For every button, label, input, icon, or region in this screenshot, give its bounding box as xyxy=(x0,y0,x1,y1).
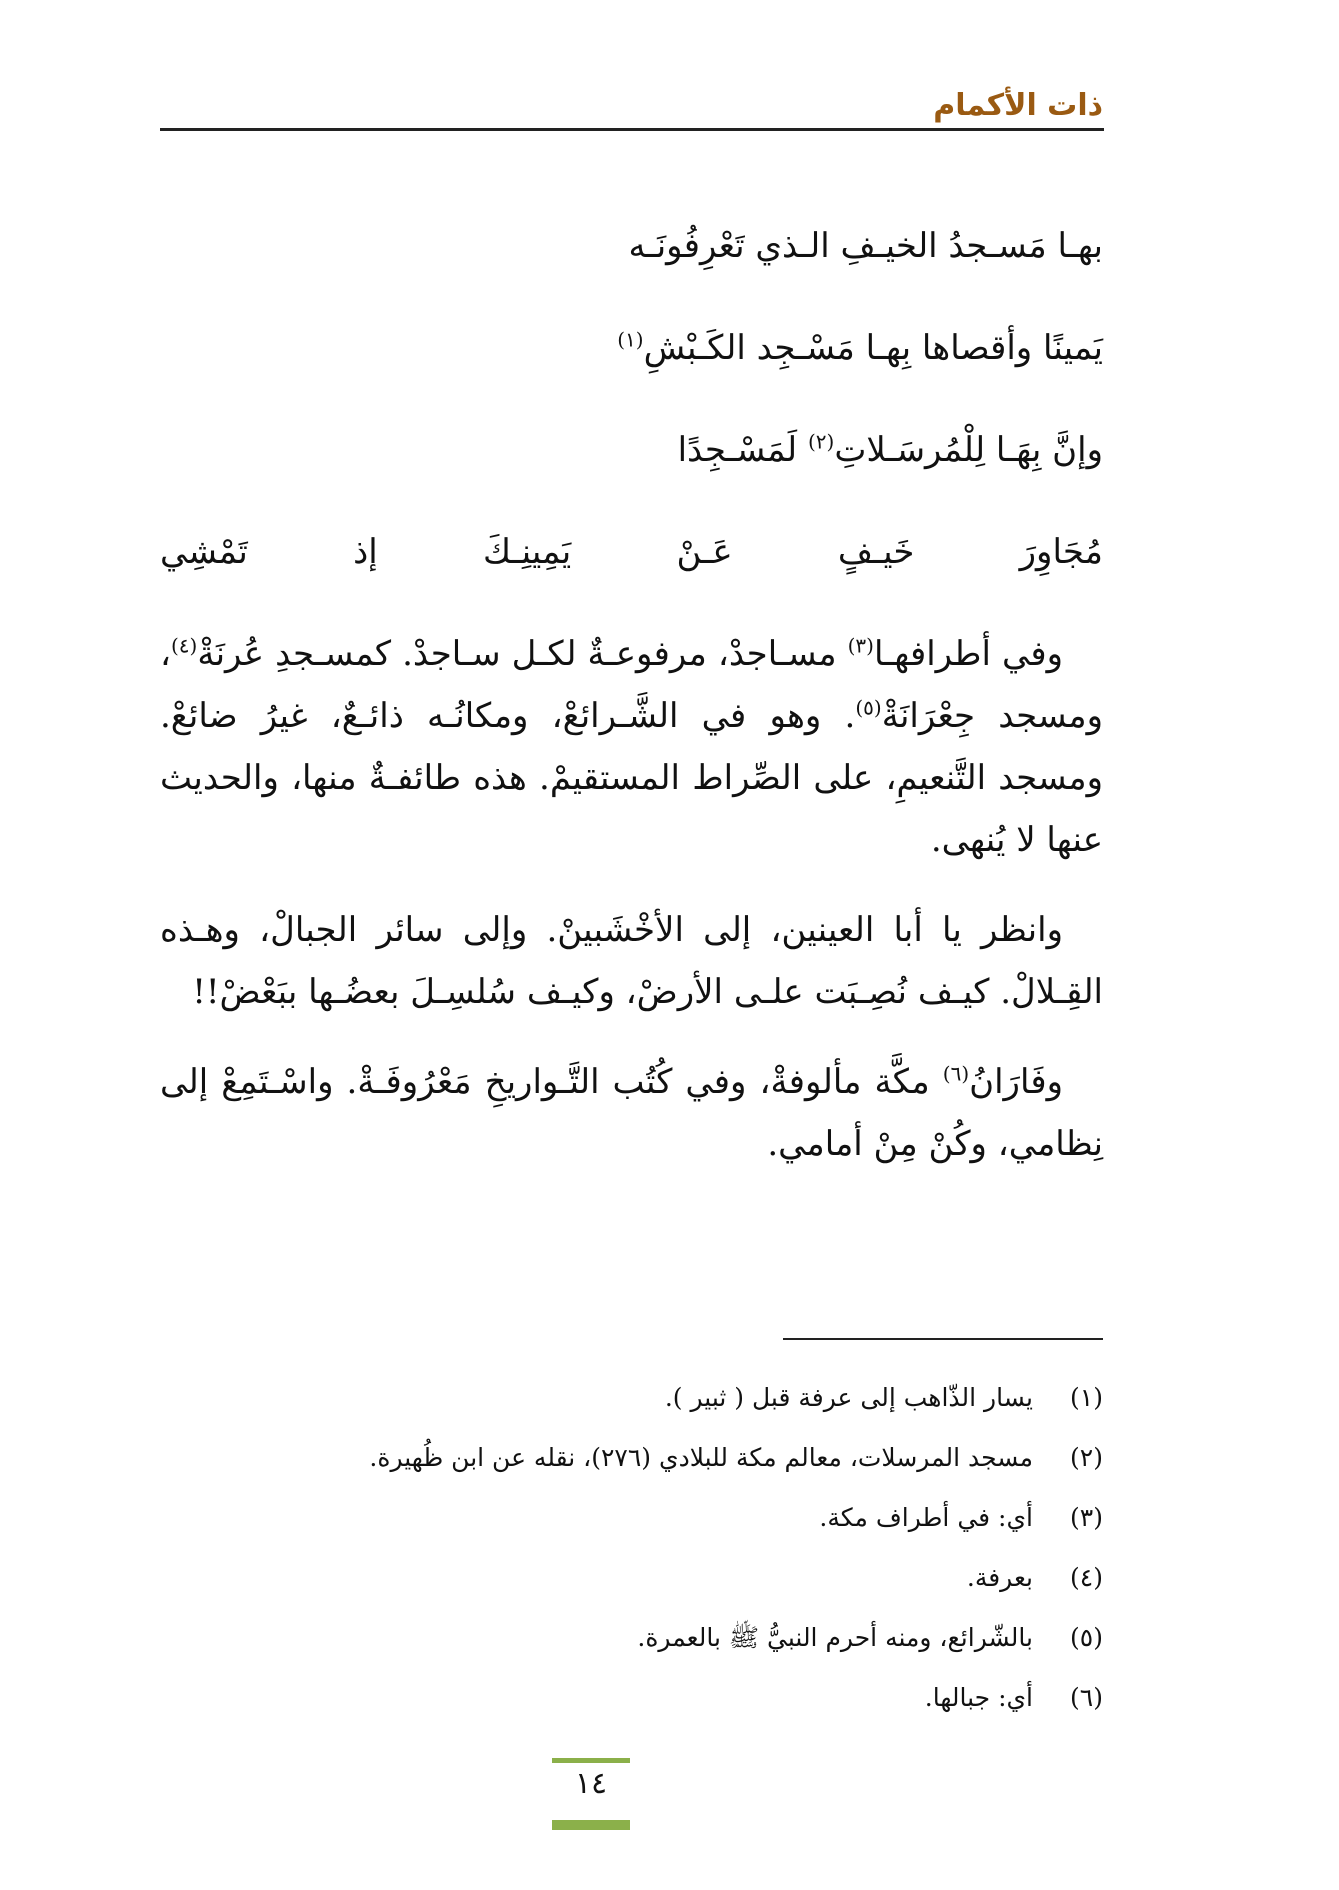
footnote-separator xyxy=(783,1338,1103,1340)
footnote-text: أي: جبالها. xyxy=(924,1683,1033,1712)
footnote-marker: (٦) xyxy=(942,1061,970,1086)
page-number-bar-bottom xyxy=(552,1820,630,1830)
footnote-item xyxy=(160,1608,1103,1668)
paragraph-2 xyxy=(160,899,1103,1023)
footnotes-list xyxy=(160,1368,1103,1728)
footnote-item xyxy=(160,1668,1103,1728)
footnote-number: (١) xyxy=(1070,1383,1103,1412)
main-text xyxy=(160,215,1103,1203)
footnote-marker: (١) xyxy=(617,327,644,352)
verse-line-2 xyxy=(160,317,1103,379)
paragraph-text: وفَارَانُ xyxy=(969,1062,1063,1102)
footnote-item xyxy=(160,1548,1103,1608)
footnote-number: (٥) xyxy=(1070,1623,1103,1652)
verse-line-1 xyxy=(160,215,1103,277)
paragraph-text: ، ومسجد جِعْرَانَةْ xyxy=(160,634,1103,736)
paragraph-text: وفي أطرافهـا xyxy=(873,634,1063,674)
footnote-number: (٦) xyxy=(1070,1683,1103,1712)
page-number-bar-top xyxy=(552,1758,630,1763)
footnote-number: (٢) xyxy=(1070,1443,1103,1472)
verse-text: مُجَاوِرَ خَيـفٍ عَـنْ يَمِينِـكَ إذ تَمْشِي xyxy=(160,532,1103,572)
page-number: ١٤ xyxy=(574,1766,608,1801)
footnote-text: أي: في أطراف مكة. xyxy=(819,1503,1033,1532)
footnote-number: (٣) xyxy=(1070,1503,1103,1532)
verse-text: يَمينًا وأقصاها بِهـا مَسْـجِد الكَـبْشِ xyxy=(643,328,1103,368)
footnote-marker: (٤) xyxy=(170,633,198,658)
header-rule xyxy=(160,128,1104,131)
verse-text-tail: لَمَسْـجِدًا xyxy=(677,430,808,470)
verse-line-3 xyxy=(160,419,1103,481)
footnote-marker: (٥) xyxy=(855,695,882,720)
running-header-title: ذات الأكمام xyxy=(933,88,1103,123)
footnote-text: يسار الذّاهب إلى عرفة قبل ( ثبير ). xyxy=(664,1383,1033,1412)
footnote-marker: (٣) xyxy=(847,633,874,658)
paragraph-text: مسـاجدْ، مرفوعـةٌ لكـل سـاجدْ. كمسـجدِ عُرنَةْ xyxy=(197,634,848,674)
paragraph-3 xyxy=(160,1051,1103,1175)
footnote-item xyxy=(160,1488,1103,1548)
paragraph-1 xyxy=(160,623,1103,871)
footnote-text: بعرفة. xyxy=(966,1563,1033,1592)
verse-text: وإنَّ بِهَـا لِلْمُرسَـلاتِ xyxy=(834,430,1103,470)
footnote-text: مسجد المرسلات، معالم مكة للبلادي (٢٧٦)، نقله عن ابن ظُهيرة. xyxy=(369,1443,1033,1472)
paragraph-text: مكَّة مألوفةْ، وفي كُتُب التَّـواريخِ مَعْرُوفَـةْ. واسْـتَمِعْ إلى نِظامي، وكُنْ مِنْ أمامي. xyxy=(160,1062,1103,1164)
footnote-item xyxy=(160,1368,1103,1428)
footnote-marker: (٢) xyxy=(807,429,835,454)
footnote-item xyxy=(160,1428,1103,1488)
verse-text: بهـا مَسـجدُ الخيـفِ الـذي تَعْرِفُونَـه xyxy=(628,226,1103,266)
footnote-number: (٤) xyxy=(1070,1563,1103,1592)
footnote-text: بالشّرائع، ومنه أحرم النبيُّ ﷺ بالعمرة. xyxy=(637,1623,1033,1652)
verse-line-4 xyxy=(160,521,1103,583)
paragraph-text: وانظر يا أبا العينين، إلى الأخْشَبينْ. وإلى سائر الجبالْ، وهـذه القِـلالْ. كيـف نُصِـبَت علـى الأرضْ، وكيـف سُلسِـلَ بعضُـها ببَعْضْ!! xyxy=(160,910,1103,1012)
paragraph-text: . وهو في الشَّـرائعْ، ومكانُـه ذائـعٌ، غيرُ ضائعْ. ومسجد التَّنعيمِ، على الصِّراط المستقيمْ. هذه طائفـةٌ منها، والحديث عنها لا يُنهى. xyxy=(160,696,1103,860)
